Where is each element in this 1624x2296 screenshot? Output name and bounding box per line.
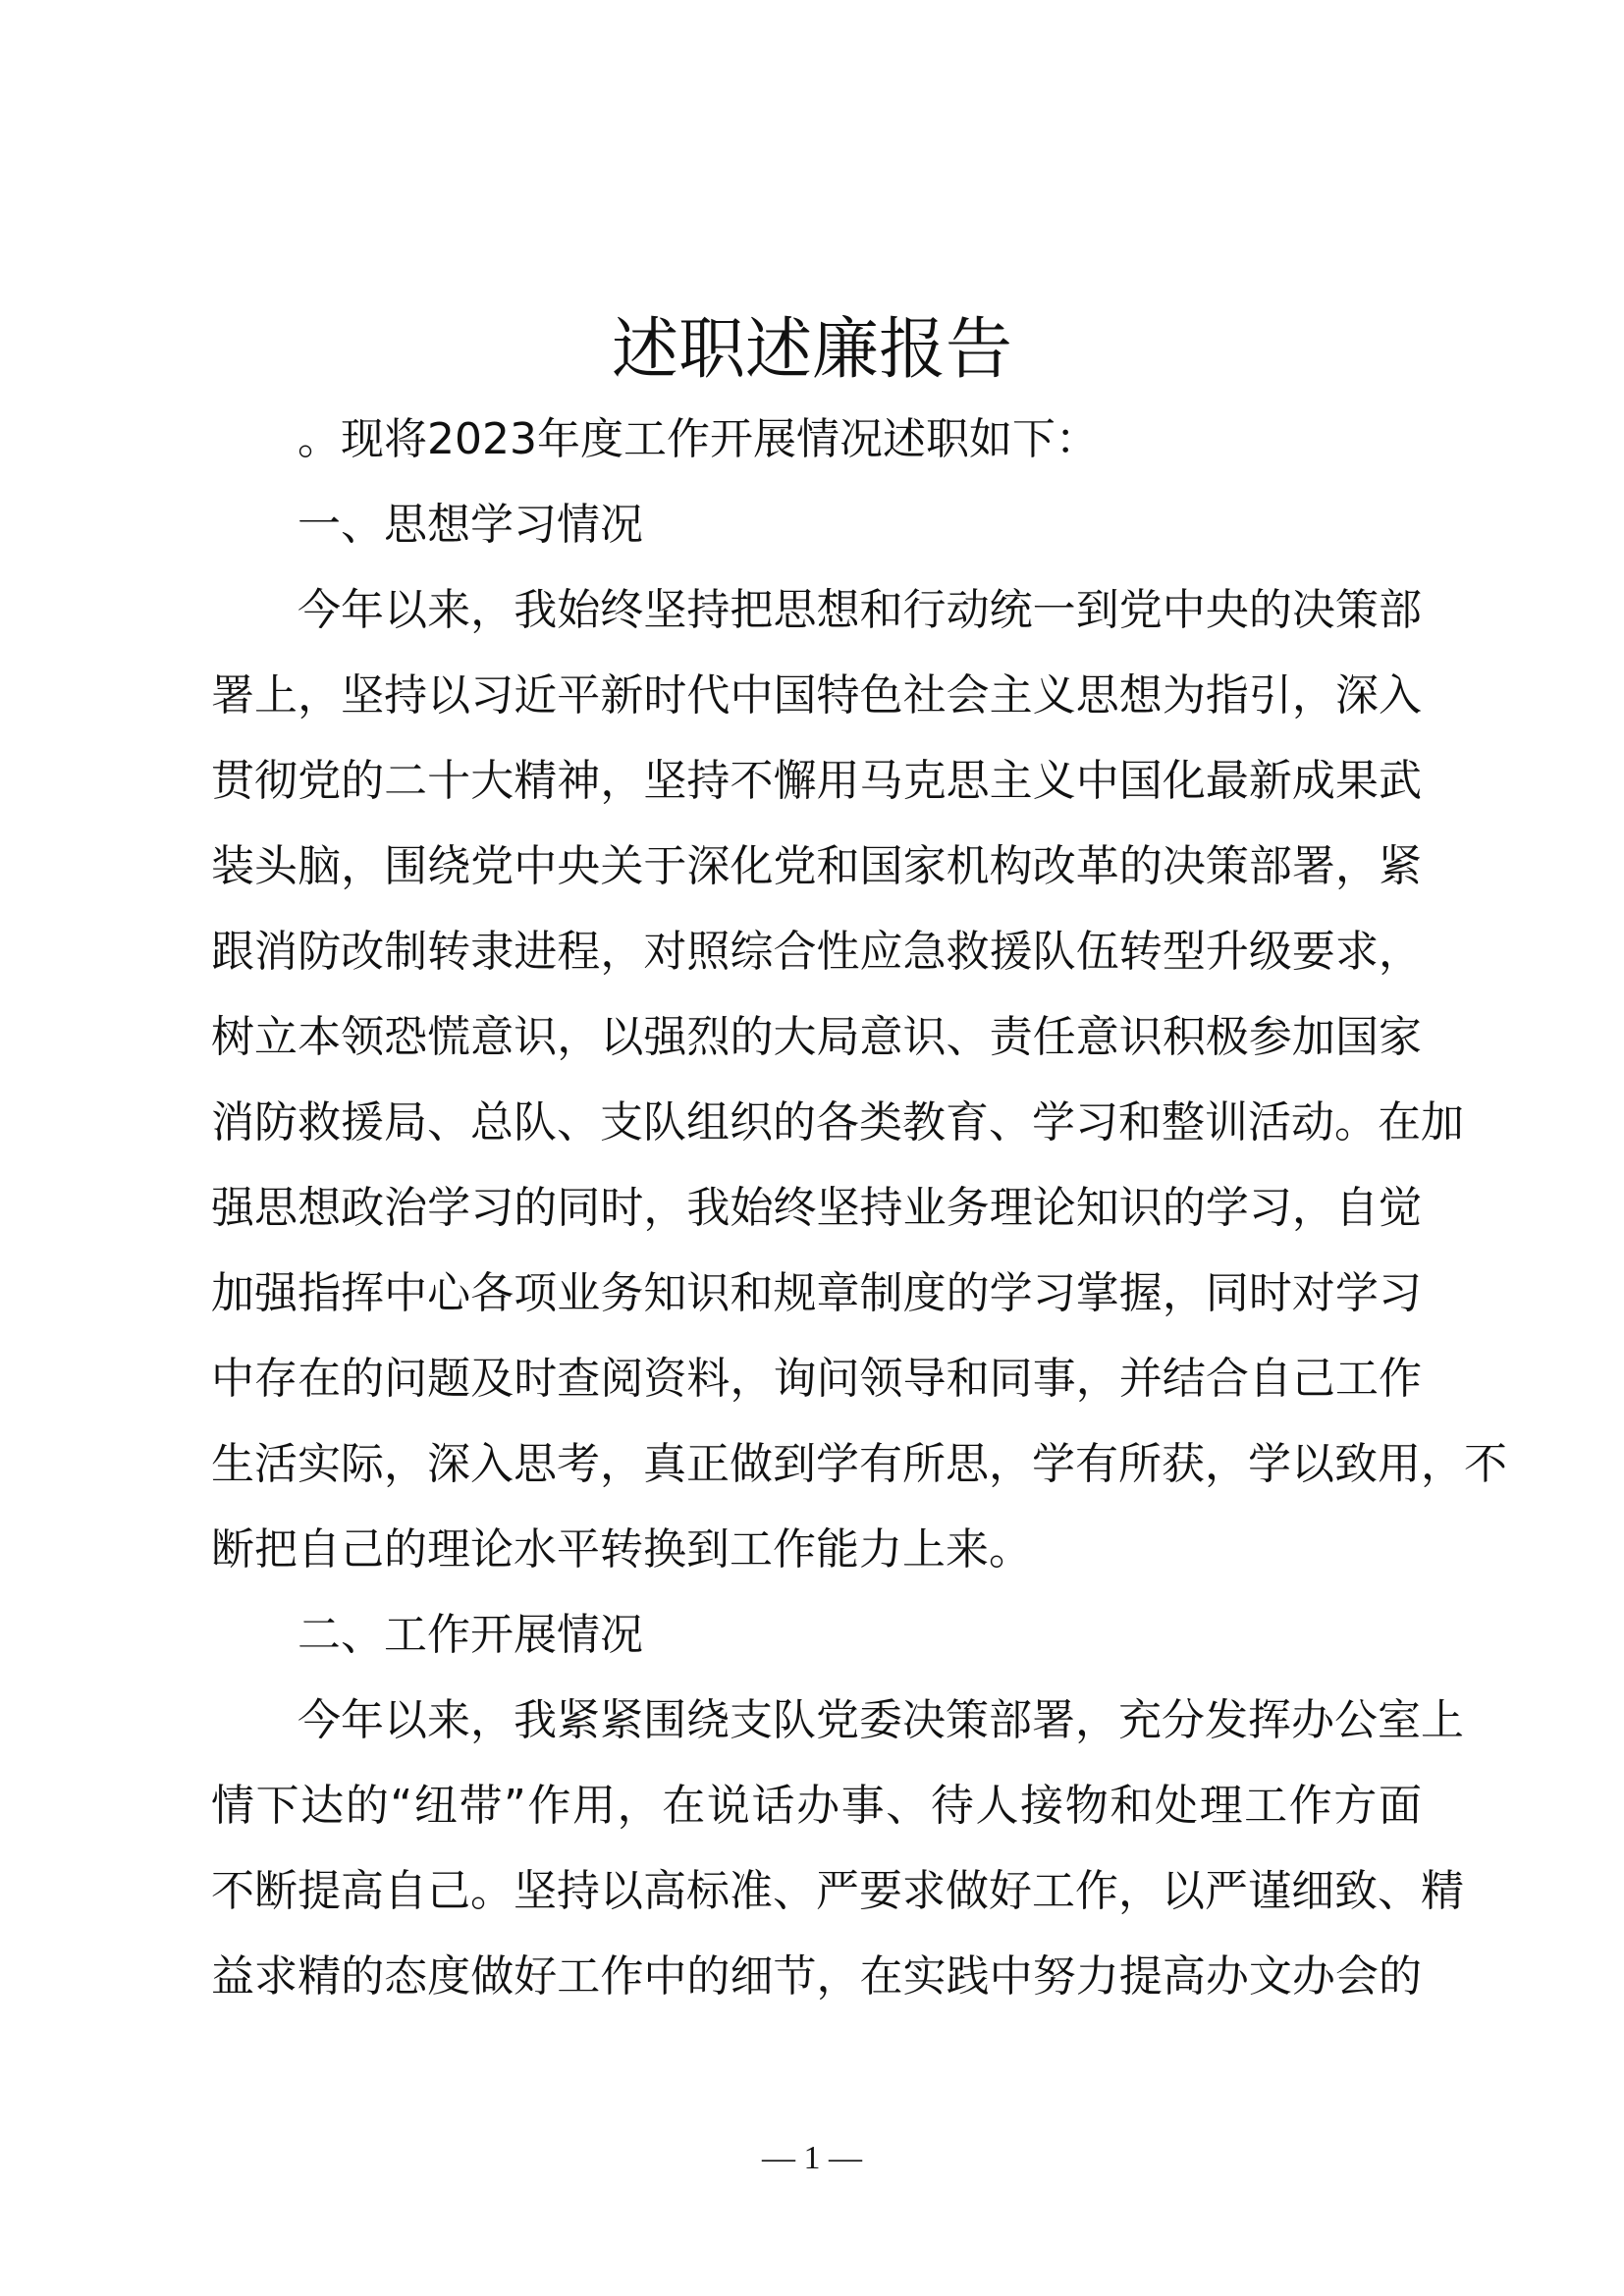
section-heading-1: 一、思想学习情况 <box>298 500 643 550</box>
paragraph-line: 消防救援局、总队、支队组织的各类教育、学习和整训活动。在加 <box>211 1097 1464 1148</box>
intro-line: 。现将2023年度工作开展情况述职如下： <box>298 414 1099 464</box>
document-title: 述职述廉报告 <box>611 311 1012 389</box>
paragraph-line: 加强指挥中心各项业务知识和规章制度的学习掌握，同时对学习 <box>211 1268 1422 1318</box>
paragraph-line: 装头脑，围绕党中央关于深化党和国家机构改革的决策部署，紧 <box>211 841 1422 891</box>
paragraph-line: 今年以来，我紧紧围绕支队党委决策部署，充分发挥办公室上 <box>298 1695 1464 1745</box>
paragraph-line: 情下达的“纽带”作用，在说话办事、待人接物和处理工作方面 <box>211 1781 1422 1831</box>
paragraph-line: 强思想政治学习的同时，我始终坚持业务理论知识的学习，自觉 <box>211 1183 1422 1233</box>
paragraph-line: 贯彻党的二十大精神，坚持不懈用马克思主义中国化最新成果武 <box>211 756 1422 806</box>
paragraph-line: 跟消防改制转隶进程，对照综合性应急救援队伍转型升级要求， <box>211 927 1422 977</box>
section-heading-2: 二、工作开展情况 <box>298 1610 643 1660</box>
paragraph-line: 益求精的态度做好工作中的细节，在实践中努力提高办文办会的 <box>211 1951 1422 2002</box>
paragraph-line: 中存在的问题及时查阅资料，询问领导和同事，并结合自己工作 <box>211 1354 1422 1404</box>
paragraph-line: 树立本领恐慌意识，以强烈的大局意识、责任意识积极参加国家 <box>211 1012 1422 1062</box>
paragraph-line: 今年以来，我始终坚持把思想和行动统一到党中央的决策部 <box>298 585 1422 635</box>
page-number: — 1 — <box>762 2140 862 2176</box>
paragraph-line: 断把自己的理论水平转换到工作能力上来。 <box>211 1524 1032 1575</box>
paragraph-line: 不断提高自己。坚持以高标准、严要求做好工作，以严谨细致、精 <box>211 1866 1464 1916</box>
paragraph-line: 生活实际，深入思考，真正做到学有所思，学有所获，学以致用，不 <box>211 1439 1507 1489</box>
paragraph-line: 署上，坚持以习近平新时代中国特色社会主义思想为指引，深入 <box>211 670 1422 721</box>
